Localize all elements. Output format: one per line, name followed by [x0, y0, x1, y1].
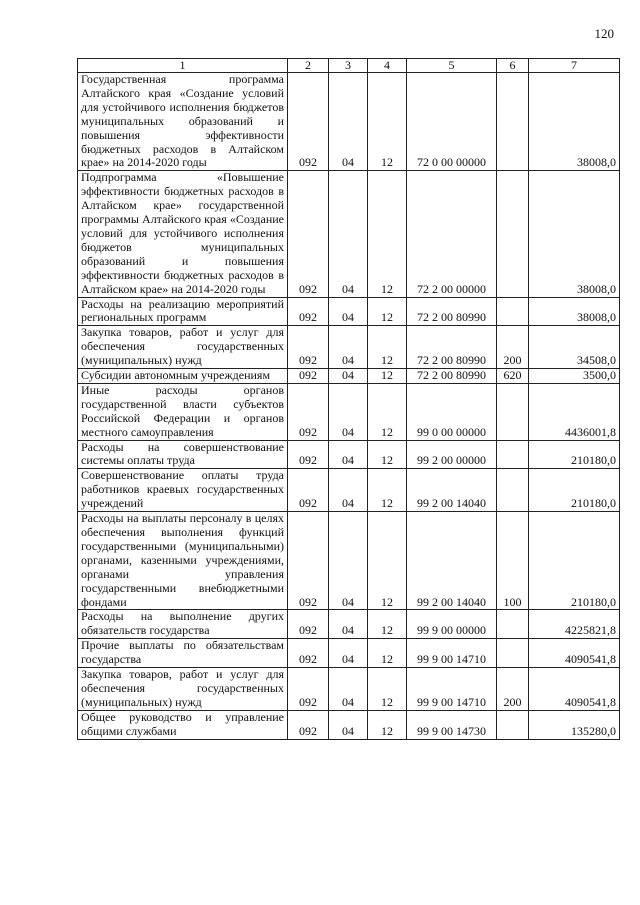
row-section: 04 — [329, 469, 368, 512]
row-ministry-code: 092 — [288, 469, 329, 512]
row-target-article: 99 2 00 00000 — [407, 440, 497, 469]
row-amount: 34508,0 — [529, 326, 620, 369]
row-amount: 210180,0 — [529, 440, 620, 469]
row-section: 04 — [329, 639, 368, 668]
row-section: 04 — [329, 297, 368, 326]
budget-table — [77, 58, 620, 740]
row-section: 04 — [329, 383, 368, 440]
row-name: Субсидии автономным учреждениям — [78, 369, 288, 384]
row-subsection: 12 — [368, 668, 407, 711]
row-ministry-code: 092 — [288, 610, 329, 639]
table-body — [78, 73, 620, 740]
row-amount: 210180,0 — [529, 469, 620, 512]
row-expense-type — [497, 171, 529, 297]
row-name: Закупка товаров, работ и услуг для обеспечения государственных (муниципальных) нужд — [78, 326, 288, 369]
row-name: Прочие выплаты по обязательствам государства — [78, 639, 288, 668]
row-expense-type: 200 — [497, 326, 529, 369]
row-section: 04 — [329, 710, 368, 739]
row-amount: 3500,0 — [529, 369, 620, 384]
row-amount: 38008,0 — [529, 73, 620, 171]
table-row — [78, 440, 620, 469]
table-row — [78, 512, 620, 610]
table-row — [78, 297, 620, 326]
header-cell-7: 7 — [529, 59, 620, 73]
row-target-article: 99 9 00 14710 — [407, 639, 497, 668]
row-ministry-code: 092 — [288, 369, 329, 384]
row-ministry-code: 092 — [288, 668, 329, 711]
header-cell-3: 3 — [329, 59, 368, 73]
row-subsection: 12 — [368, 369, 407, 384]
row-section: 04 — [329, 171, 368, 297]
row-amount: 135280,0 — [529, 710, 620, 739]
row-expense-type: 200 — [497, 668, 529, 711]
row-subsection: 12 — [368, 610, 407, 639]
row-amount: 4090541,8 — [529, 639, 620, 668]
table-row — [78, 668, 620, 711]
row-name: Иные расходы органов государственной власти субъектов Российской Федерации и органов местного самоуправления — [78, 383, 288, 440]
row-subsection: 12 — [368, 512, 407, 610]
row-amount: 4436001,8 — [529, 383, 620, 440]
row-subsection: 12 — [368, 469, 407, 512]
row-section: 04 — [329, 610, 368, 639]
row-target-article: 99 0 00 00000 — [407, 383, 497, 440]
row-expense-type — [497, 469, 529, 512]
row-target-article: 99 9 00 14710 — [407, 668, 497, 711]
row-section: 04 — [329, 668, 368, 711]
page-number: 120 — [594, 26, 614, 41]
row-name: Расходы на выполнение других обязательств государства — [78, 610, 288, 639]
row-target-article: 99 9 00 14730 — [407, 710, 497, 739]
row-target-article: 72 2 00 80990 — [407, 297, 497, 326]
row-ministry-code: 092 — [288, 639, 329, 668]
row-subsection: 12 — [368, 383, 407, 440]
row-name: Подпрограмма «Повышение эффективности бюджетных расходов в Алтайском крае» государственной программы Алтайского края «Создание условий для устойчивого исполнения бюджетов муниципальных образований и повышения эффективности бюджетных расходов в Алтайском крае» на 2014-2020 годы — [78, 171, 288, 297]
row-expense-type: 100 — [497, 512, 529, 610]
row-amount: 4090541,8 — [529, 668, 620, 711]
row-subsection: 12 — [368, 73, 407, 171]
table-row — [78, 639, 620, 668]
row-expense-type — [497, 383, 529, 440]
row-ministry-code: 092 — [288, 383, 329, 440]
table-row — [78, 73, 620, 171]
header-cell-5: 5 — [407, 59, 497, 73]
row-ministry-code: 092 — [288, 512, 329, 610]
row-subsection: 12 — [368, 639, 407, 668]
table-row — [78, 710, 620, 739]
header-row — [78, 59, 620, 73]
row-ministry-code: 092 — [288, 440, 329, 469]
row-section: 04 — [329, 512, 368, 610]
row-target-article: 72 0 00 00000 — [407, 73, 497, 171]
row-name: Расходы на реализацию мероприятий региональных программ — [78, 297, 288, 326]
row-expense-type — [497, 710, 529, 739]
row-expense-type: 620 — [497, 369, 529, 384]
table-row — [78, 383, 620, 440]
row-expense-type — [497, 297, 529, 326]
row-name: Расходы на совершенствование системы оплаты труда — [78, 440, 288, 469]
row-section: 04 — [329, 369, 368, 384]
row-amount: 38008,0 — [529, 171, 620, 297]
header-cell-6: 6 — [497, 59, 529, 73]
row-section: 04 — [329, 440, 368, 469]
row-target-article: 99 9 00 00000 — [407, 610, 497, 639]
row-section: 04 — [329, 326, 368, 369]
row-target-article: 72 2 00 80990 — [407, 326, 497, 369]
row-name: Общее руководство и управление общими службами — [78, 710, 288, 739]
row-amount: 38008,0 — [529, 297, 620, 326]
table-row — [78, 326, 620, 369]
row-ministry-code: 092 — [288, 710, 329, 739]
table-row — [78, 171, 620, 297]
row-subsection: 12 — [368, 326, 407, 369]
row-expense-type — [497, 639, 529, 668]
row-subsection: 12 — [368, 710, 407, 739]
row-target-article: 99 2 00 14040 — [407, 469, 497, 512]
row-ministry-code: 092 — [288, 297, 329, 326]
table-header — [78, 59, 620, 73]
header-cell-1: 1 — [78, 59, 288, 73]
header-cell-4: 4 — [368, 59, 407, 73]
row-amount: 4225821,8 — [529, 610, 620, 639]
header-cell-2: 2 — [288, 59, 329, 73]
table-row — [78, 610, 620, 639]
row-ministry-code: 092 — [288, 326, 329, 369]
table-row — [78, 469, 620, 512]
row-ministry-code: 092 — [288, 73, 329, 171]
row-expense-type — [497, 73, 529, 171]
row-name: Государственная программа Алтайского края «Создание условий для устойчивого исполнения бюджетов муниципальных образований и повышения эффективности бюджетных расходов в Алтайском крае» на 2014-2020 годы — [78, 73, 288, 171]
row-subsection: 12 — [368, 297, 407, 326]
row-subsection: 12 — [368, 171, 407, 297]
row-target-article: 99 2 00 14040 — [407, 512, 497, 610]
row-name: Закупка товаров, работ и услуг для обеспечения государственных (муниципальных) нужд — [78, 668, 288, 711]
row-subsection: 12 — [368, 440, 407, 469]
row-ministry-code: 092 — [288, 171, 329, 297]
row-expense-type — [497, 440, 529, 469]
row-name: Расходы на выплаты персоналу в целях обеспечения выполнения функций государственными (муниципальными) органами, казенными учреждениями, органами управления государственными внебюджетными фондами — [78, 512, 288, 610]
row-target-article: 72 2 00 00000 — [407, 171, 497, 297]
row-target-article: 72 2 00 80990 — [407, 369, 497, 384]
row-name: Совершенствование оплаты труда работников краевых государственных учреждений — [78, 469, 288, 512]
row-amount: 210180,0 — [529, 512, 620, 610]
row-section: 04 — [329, 73, 368, 171]
row-expense-type — [497, 610, 529, 639]
table-row — [78, 369, 620, 384]
